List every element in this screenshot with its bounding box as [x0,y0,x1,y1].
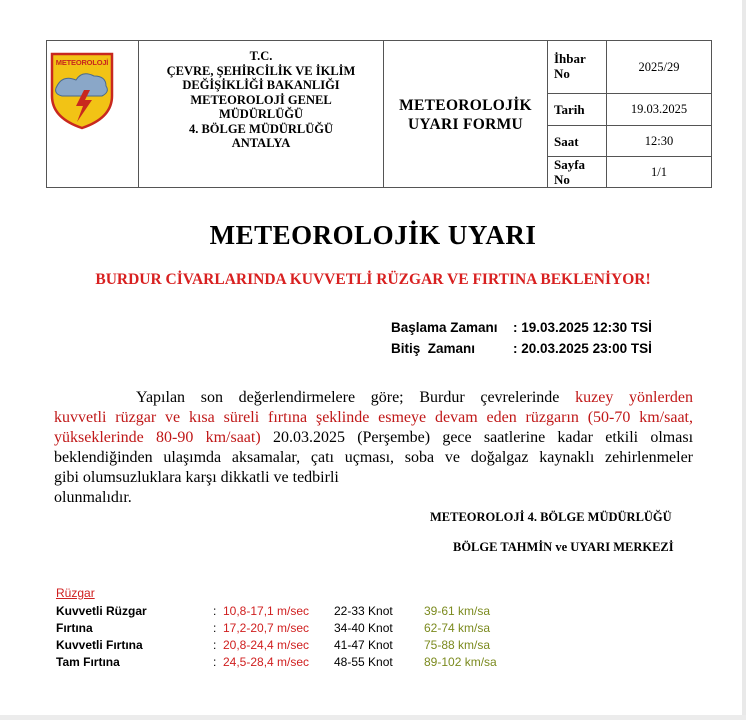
table-divider [547,41,548,187]
speed-kmh: 89-102 km/sa [424,655,497,669]
page-title: METEOROLOJİK UYARI [209,220,537,250]
paragraph-line [54,388,693,408]
form-title-line: UYARI FORMU [407,116,524,133]
ihbar-value: 2025/29 [638,60,680,74]
warning-paragraph [54,388,693,508]
table-row [56,621,491,638]
speed-knot: 34-40 Knot [334,621,393,635]
sayfa-value: 1/1 [651,165,667,179]
warning-subtitle: BURDUR CİVARLARINDA KUVVETLİ RÜZGAR VE FIRTINA BEKLENİYOR! [95,271,651,288]
ministry-line: ÇEVRE, ŞEHİRCİLİK VE İKLİM [166,63,356,78]
ministry-name [139,49,383,151]
speed-ms: 10,8-17,1 m/sec [223,604,310,618]
speed-knot: 41-47 Knot [334,638,393,652]
speed-kmh: 75-88 km/sa [424,638,491,652]
speed-ms: 24,5-28,4 m/sec [223,655,310,669]
paragraph-line: beklendiğinden ulaşımda aksamalar, çatı uçması, soba ve doğalgaz kaynaklı zehirlenmeler [54,449,693,466]
form-title-line: METEOROLOJİK [399,97,532,114]
table-row [56,604,491,621]
table-row [56,638,491,655]
sayfa-label-line: No [554,172,570,187]
start-time-label: Başlama Zamanı [391,320,498,335]
speed-knot: 22-33 Knot [334,604,393,618]
wind-category: Fırtına [56,621,93,635]
ministry-line: DEĞİŞİKLİĞİ BAKANLIĞI [182,78,340,92]
separator: : [213,655,217,669]
wind-table-heading: Rüzgar [56,586,95,600]
separator: : [213,604,217,618]
paragraph-line: gibi olumsuzluklara karşı dikkatli ve tedbirli [54,469,339,486]
wind-category: Kuvvetli Rüzgar [56,604,147,618]
logo-text: METEOROLOJİ [55,58,109,67]
paragraph-line: olunmalıdır. [54,489,132,506]
paragraph-line: kuvvetli rüzgar ve kısa süreli fırtına şeklinde esmeye devam eden rüzgarın (50-70 km/saat, [54,409,693,426]
tarih-label: Tarih [554,102,585,117]
form-title [384,96,547,134]
end-time-row [391,341,652,356]
page-edge-bottom [0,715,746,720]
end-time-value: : 20.03.2025 23:00 TSİ [513,341,652,356]
wind-category: Kuvvetli Fırtına [56,638,143,652]
form-header-table [46,40,712,188]
ihbar-label [554,51,586,81]
ihbar-label-line: İhbar [554,51,586,66]
tarih-value: 19.03.2025 [630,102,688,116]
ihbar-label-line: No [554,66,570,81]
separator: : [213,621,217,635]
start-time-row [391,320,652,335]
signature-line: METEOROLOJİ 4. BÖLGE MÜDÜRLÜĞÜ [430,510,672,524]
page-edge-right [742,0,746,720]
table-row [56,655,497,672]
sayfa-label [554,157,585,187]
speed-ms: 20,8-24,4 m/sec [223,638,310,652]
paragraph-line [54,428,693,448]
wind-category: Tam Fırtına [56,655,120,669]
end-time-label: Bitiş Zamanı [391,341,476,356]
paragraph-text: 20.03.2025 (Perşembe) gece saatlerine kadar etkili olması [272,429,694,446]
paragraph-highlight: kuzey yönlerden [575,389,694,406]
ministry-line: T.C. [249,49,273,63]
speed-knot: 48-55 Knot [334,655,393,669]
ministry-line: METEOROLOJİ GENEL [190,92,332,107]
saat-value: 12:30 [644,134,674,148]
ministry-line: ANTALYA [231,136,291,150]
speed-kmh: 39-61 km/sa [424,604,491,618]
table-divider [547,93,711,94]
table-divider [547,125,711,126]
wind-scale-table [56,586,497,672]
separator: : [213,638,217,652]
saat-label: Saat [554,134,579,149]
speed-kmh: 62-74 km/sa [424,621,491,635]
signature-line: BÖLGE TAHMİN ve UYARI MERKEZİ [453,540,674,554]
ministry-line: 4. BÖLGE MÜDÜRLÜĞÜ [188,121,334,136]
paragraph-highlight: yükseklerinde 80-90 km/saat) [54,429,261,446]
ministry-line: MÜDÜRLÜĞÜ [218,107,304,121]
start-time-value: : 19.03.2025 12:30 TSİ [513,320,652,335]
paragraph-text: Yapılan son değerlendirmelere göre; Burdur çevrelerinde [136,389,560,406]
sayfa-label-line: Sayfa [554,157,586,172]
speed-ms: 17,2-20,7 m/sec [223,621,310,635]
